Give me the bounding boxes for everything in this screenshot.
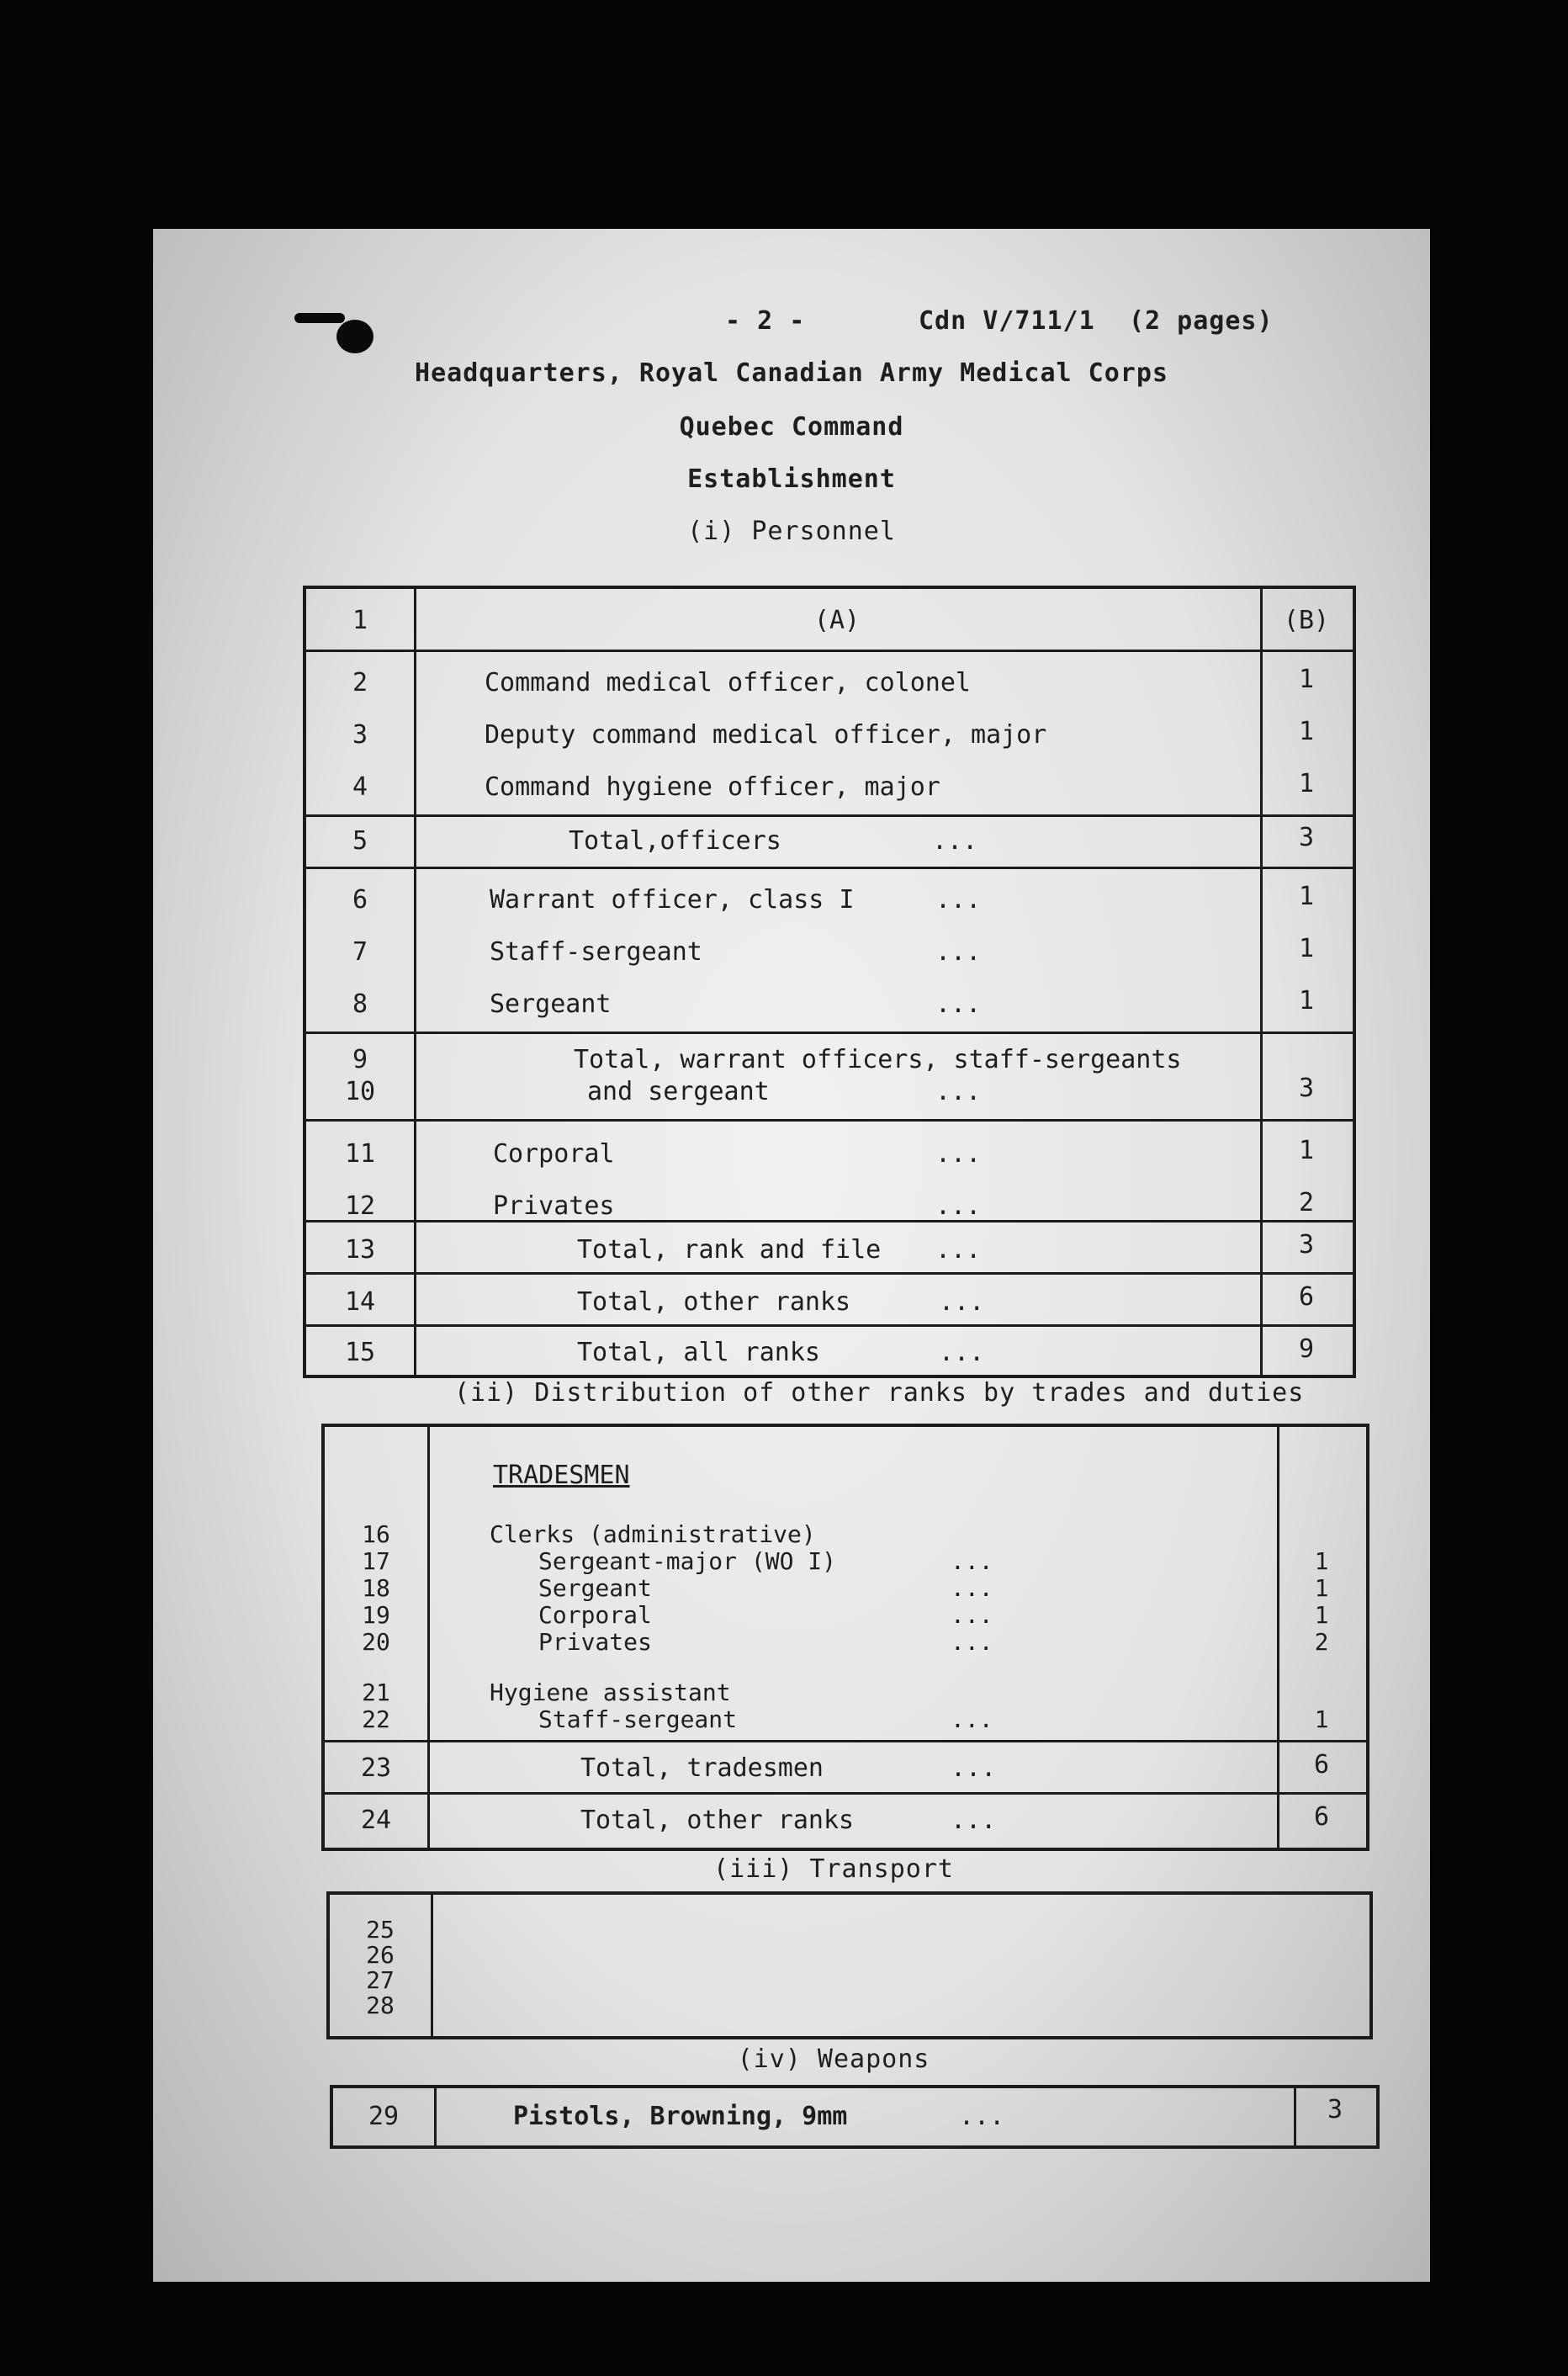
row-value: 6 [1313,1750,1330,1779]
row-label: Clerks (administrative) [490,1520,816,1548]
leader-dots: ... [951,1806,997,1835]
row-label: and sergeant [587,1077,770,1106]
leader-dots: ... [935,885,982,915]
row-number: 18 [362,1574,390,1602]
row-value: 2 [1314,1628,1329,1656]
row-label: Staff-sergeant [538,1705,738,1733]
column-header-a: (A) [813,606,861,635]
row-divider [325,1792,1366,1795]
leader-dots: ... [939,1338,985,1367]
row-number: 3 [352,720,368,750]
row-label: Sergeant [538,1574,652,1602]
row-label: Total, warrant officers, staff-sergeants [574,1045,1182,1074]
row-label: Command medical officer, colonel [485,668,971,697]
row-divider [306,1272,1353,1275]
row-divider [325,1740,1366,1742]
row-number: 21 [362,1679,390,1706]
leader-dots: ... [935,1077,982,1106]
row-value: 1 [1298,986,1315,1016]
row-label: Total, all ranks [577,1338,820,1367]
row-divider [306,650,1353,652]
row-number: 29 [368,2102,400,2131]
row-value: 1 [1314,1547,1329,1575]
row-label: Hygiene assistant [490,1679,731,1706]
row-number: 9 [352,1045,368,1074]
row-number: 2 [352,668,368,697]
row-label: Sergeant [490,989,612,1019]
row-number: 17 [362,1547,390,1575]
row-divider [306,1032,1353,1034]
row-label: Corporal [538,1601,652,1629]
row-number: 16 [362,1520,390,1548]
row-value: 1 [1314,1601,1329,1629]
leader-dots: ... [951,1547,993,1575]
row-divider [306,1119,1353,1122]
row-number: 7 [352,937,368,967]
leader-dots: ... [932,826,978,856]
document-reference: Cdn V/711/1 [919,306,1095,336]
leader-dots: ... [935,1139,982,1169]
row-divider [306,1220,1353,1222]
leader-dots: ... [935,989,982,1019]
row-divider [306,867,1353,869]
row-label: Sergeant-major (WO I) [538,1547,837,1575]
row-label: Total, other ranks [580,1806,855,1835]
row-number: 22 [362,1705,390,1733]
row-number: 14 [344,1287,376,1317]
document-page [153,229,1430,2282]
row-value: 3 [1298,823,1315,852]
leader-dots: ... [939,1287,985,1317]
row-number: 20 [362,1628,390,1656]
leader-dots: ... [959,2102,1005,2131]
row-value: 1 [1314,1574,1329,1602]
row-number: 19 [362,1601,390,1629]
row-value: 1 [1298,665,1315,694]
section-heading-weapons: (iv) Weapons [737,2045,930,2074]
row-number: 6 [352,885,368,915]
row-value: 1 [1298,717,1315,746]
leader-dots: ... [935,1235,982,1265]
column-divider [431,1895,433,2036]
row-value: 3 [1298,1074,1315,1103]
row-label: Warrant officer, class I [490,885,855,915]
row-value: 1 [1298,882,1315,911]
leader-dots: ... [951,1753,997,1783]
row-value: 1 [1298,934,1315,963]
column-divider [427,1427,430,1848]
row-number: 27 [366,1966,395,1994]
row-value: 1 [1298,1136,1315,1165]
row-number: 28 [366,1991,395,2019]
weapons-table [330,2085,1380,2149]
column-header-b: (B) [1283,606,1330,635]
row-label: Total,officers [569,826,781,856]
row-number: 4 [352,772,368,802]
command-name: Quebec Command [679,412,904,442]
row-number: 12 [344,1191,376,1221]
row-label: Total, rank and file [577,1235,882,1265]
leader-dots: ... [935,1191,982,1221]
row-number: 8 [352,989,368,1019]
row-number: 5 [352,826,368,856]
leader-dots: ... [951,1628,993,1656]
row-number: 26 [366,1941,395,1969]
transport-table [326,1891,1373,2039]
row-label: Total, tradesmen [580,1753,824,1783]
row-value: 9 [1298,1334,1315,1364]
row-label: Deputy command medical officer, major [485,720,1047,750]
leader-dots: ... [951,1601,993,1629]
column-divider [414,589,416,1375]
row-value: 3 [1298,1230,1315,1260]
row-label: Pistols, Browning, 9mm [513,2102,848,2131]
distribution-table [321,1424,1369,1851]
pages-note: (2 pages) [1129,306,1274,336]
column-header-number: 1 [352,606,368,635]
leader-dots: ... [951,1574,993,1602]
section-heading-distribution: (ii) Distribution of other ranks by trades and duties [454,1378,1305,1408]
document-title: Headquarters, Royal Canadian Army Medical Corps [415,358,1168,388]
row-number: 13 [344,1235,376,1265]
tradesmen-label: TRADESMEN [493,1461,630,1490]
row-divider [306,814,1353,817]
row-number: 23 [360,1753,392,1783]
section-heading-transport: (iii) Transport [713,1854,954,1884]
row-number: 25 [366,1916,395,1944]
row-number: 15 [344,1338,376,1367]
leader-dots: ... [935,937,982,967]
row-value: 2 [1298,1188,1315,1217]
row-divider [306,1324,1353,1327]
row-value: 3 [1327,2095,1343,2124]
row-value: 1 [1314,1705,1329,1733]
leader-dots: ... [951,1705,993,1733]
section-heading-personnel: (i) Personnel [687,517,896,546]
document-type: Establishment [687,464,896,494]
row-label: Command hygiene officer, major [485,772,940,802]
row-number: 24 [360,1806,392,1835]
row-number: 10 [344,1077,376,1106]
page-number: - 2 - [725,306,806,336]
column-divider [434,2088,437,2145]
ink-mark [294,313,345,323]
row-label: Corporal [493,1139,615,1169]
row-label: Privates [493,1191,615,1221]
row-value: 6 [1298,1282,1315,1312]
row-label: Staff-sergeant [490,937,702,967]
row-number: 11 [344,1139,376,1169]
personnel-table [303,586,1356,1378]
ink-blot [336,320,373,353]
row-label: Total, other ranks [577,1287,851,1317]
row-label: Privates [538,1628,652,1656]
row-value: 1 [1298,769,1315,798]
row-value: 6 [1313,1802,1330,1832]
